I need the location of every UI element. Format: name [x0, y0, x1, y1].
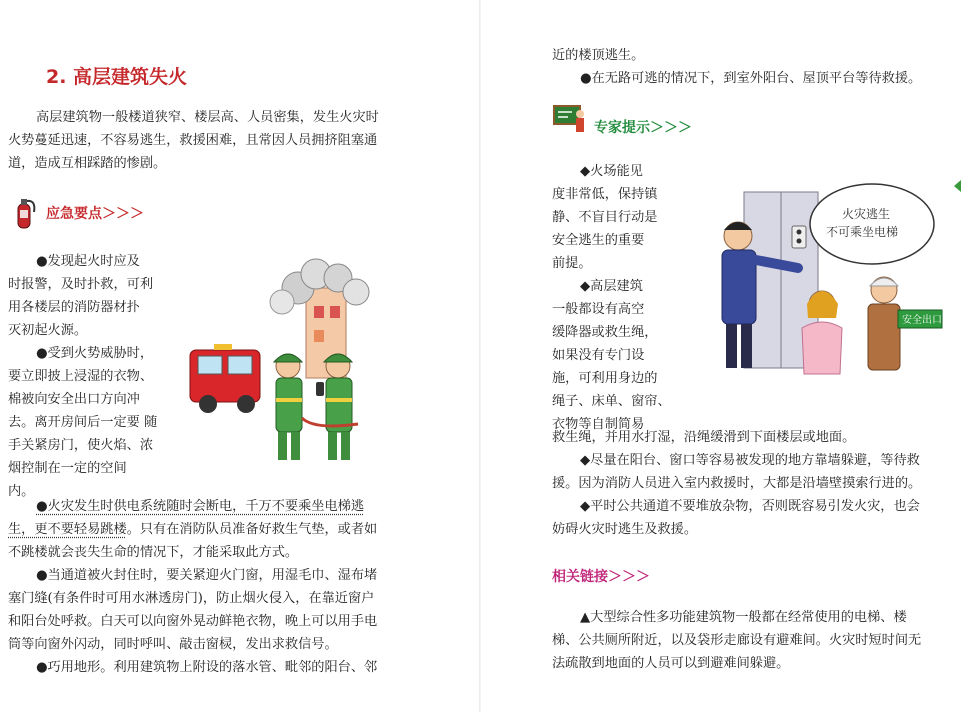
elevator-warning-underlined: ●火灾发生时供电系统随时会断电，千万不要乘坐电梯逃: [36, 499, 365, 514]
bullet-line: 要立即披上浸湿的衣物、: [8, 369, 154, 384]
body-line: ◆高层建筑: [580, 279, 643, 294]
body-line: 静、不盲目行动是: [552, 210, 658, 225]
related-block: [552, 606, 952, 675]
body-line: 安全逃生的重要: [552, 233, 645, 248]
firefighters-illustration: [188, 258, 384, 468]
bullet-line: [8, 495, 473, 518]
exit-sign-text: 安全出口: [902, 315, 942, 326]
intro-line: 火势蔓延迅速，不容易逃生，救援困难，且常因人员拥挤阻塞通: [8, 133, 378, 148]
body-line: 度非常低，保持镇: [552, 187, 658, 202]
intro-line: 道，造成互相踩踏的惨剧。: [8, 156, 167, 171]
body-line: 缓降器或救生绳，: [552, 325, 658, 340]
bullet-line: 筒等向窗外闪动，同时呼叫、敲击窗棂，发出求救信号。: [8, 637, 338, 652]
bullet-line: ●巧用地形。利用建筑物上附设的落水管、毗邻的阳台、邻: [36, 660, 378, 675]
bullet-line: 塞门缝(有条件时可用水淋透房门)，防止烟火侵入，在靠近窗户: [8, 591, 375, 606]
intro-line: 高层建筑物一般楼道狭窄、楼层高、人员密集，发生火灾时: [36, 110, 379, 125]
body-line: 法疏散到地面的人员可以到避难间躲避。: [552, 656, 790, 671]
body-line: 救生绳，并用水打湿，沿绳缓滑到下面楼层或地面。: [552, 430, 856, 445]
expert-tips-label: 专家提示＞＞＞: [594, 120, 692, 136]
body-line: 妨碍火灾时逃生及救援。: [552, 522, 698, 537]
bullet-line: ●当通道被火封住时，要关紧迎火门窗，用湿毛巾、湿布堵: [36, 568, 378, 583]
expert-wide-block: [552, 426, 952, 541]
bullet-line: 烟控制在一定的空间: [8, 461, 127, 476]
speech-bubble-line: 不可乘坐电梯: [826, 225, 899, 239]
body-line: 如果没有专门设: [552, 348, 645, 363]
speech-bubble-line: 火灾逃生: [842, 207, 891, 221]
body-line: 绳子、床单、窗帘、: [552, 394, 671, 409]
bullet-block-1: [8, 250, 183, 503]
blackboard-icon: [552, 104, 588, 134]
bullet-line: 和阳台处呼救。白天可以向窗外晃动鲜艳衣物，晚上可以用手电: [8, 614, 378, 629]
body-line: ◆火场能见: [580, 164, 643, 179]
bullet-line: 用各楼层的消防器材扑: [8, 300, 140, 315]
bullet-block-2: [8, 495, 473, 679]
page-edge-marker: [954, 180, 961, 192]
bullet-line: 内。: [8, 484, 35, 499]
bullet-line: ●受到火势威胁时，: [36, 346, 154, 361]
related-links-label: 相关链接＞＞＞: [552, 569, 650, 585]
body-line: 衣物等自制简易: [552, 417, 645, 432]
body-line: 一般都设有高空: [552, 302, 645, 317]
section-emergency-label: 应急要点＞＞＞: [46, 206, 144, 222]
bullet-line: 灭初起火源。: [8, 323, 88, 338]
bullet-line: 手关紧房门，使火焰、浓: [8, 438, 154, 453]
elevator-warning-illustration: [702, 178, 946, 386]
body-line: 援。因为消防人员进入室内救援时，大都是沿墙壁摸索行进的。: [552, 476, 922, 491]
left-page: [0, 0, 480, 712]
bullet-line: ●发现起火时应及: [36, 254, 140, 269]
bullet-line: [8, 518, 473, 541]
elevator-warning-underlined: 生，更不要轻易跳楼: [8, 522, 127, 537]
bullet-line: 时报警，及时扑救，可利: [8, 277, 154, 292]
right-page: [480, 0, 961, 712]
body-line: ◆平时公共通道不要堆放杂物，否则既容易引发火灾，也会: [580, 499, 920, 514]
bullet-text: 。只有在消防队员准备好救生气垫，或者如: [126, 522, 378, 537]
body-line: 近的楼顶逃生。: [552, 48, 645, 63]
body-line: ◆尽量在阳台、窗口等容易被发现的地方靠墙躲避，等待救: [580, 453, 920, 468]
bullet-line: 不跳楼就会丧失生命的情况下，才能采取此方式。: [8, 545, 299, 560]
body-line: ●在无路可逃的情况下，到室外阳台、屋顶平台等待救援。: [580, 71, 922, 86]
right-top-text: [552, 44, 952, 90]
body-line: 前提。: [552, 256, 592, 271]
fire-extinguisher-icon: [10, 196, 40, 230]
intro-paragraph: [8, 106, 473, 175]
body-line: ▲大型综合性多功能建筑物一般都在经常使用的电梯、楼: [580, 610, 907, 625]
bullet-line: 去。离开房间后一定要 随: [8, 415, 158, 430]
bullet-line: 棉被向安全出口方向冲: [8, 392, 140, 407]
body-line: 施，可利用身边的: [552, 371, 658, 386]
expert-narrow-block: [552, 160, 702, 436]
body-line: 梯、公共厕所附近，以及袋形走廊设有避难间。火灾时短时间无: [552, 633, 922, 648]
page-heading: 2. 高层建筑失火: [46, 66, 188, 88]
